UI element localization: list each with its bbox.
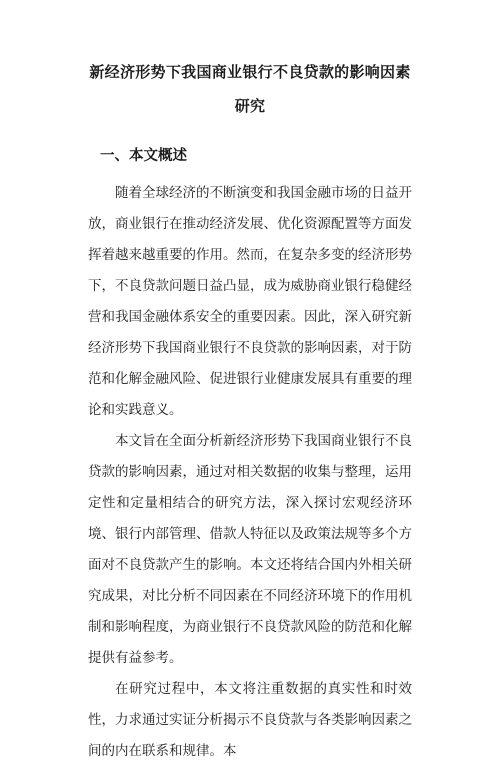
document-title: 新经济形势下我国商业银行不良贷款的影响因素: [89, 63, 411, 81]
body-text: [88, 178, 412, 767]
section-heading: 一、本文概述: [100, 147, 187, 164]
paragraph: 在研究过程中，本文将注重数据的真实性和时效性，力求通过实证分析揭示不良贷款与各类影响因素之间的内在联系和规律。本: [88, 681, 412, 759]
document-title-continued: 研究: [234, 97, 266, 115]
paragraph: 本文旨在全面分析新经济形势下我国商业银行不良贷款的影响因素，通过对相关数据的收集与整理，运用定性和定量相结合的研究方法，深入探讨宏观经济环境、银行内部管理、借款人特征以及政策法规等多个方面对不良贷款产生的影响。本文还将结合国内外相关研究成果，对比分析不同因素在不同经济环境下的作用机制和影响程度，为商业银行不良贷款风险的防范和化解提供有益参考。: [88, 433, 412, 666]
paragraph: 随着全球经济的不断演变和我国金融市场的日益开放，商业银行在推动经济发展、优化资源配置等方面发挥着越来越重要的作用。然而，在复杂多变的经济形势下，不良贷款问题日益凸显，成为威胁商业银行稳健经营和我国金融体系安全的重要因素。因此，深入研究新经济形势下我国商业银行不良贷款的影响因素，对于防范和化解金融风险、促进银行业健康发展具有重要的理论和实践意义。: [88, 185, 412, 418]
